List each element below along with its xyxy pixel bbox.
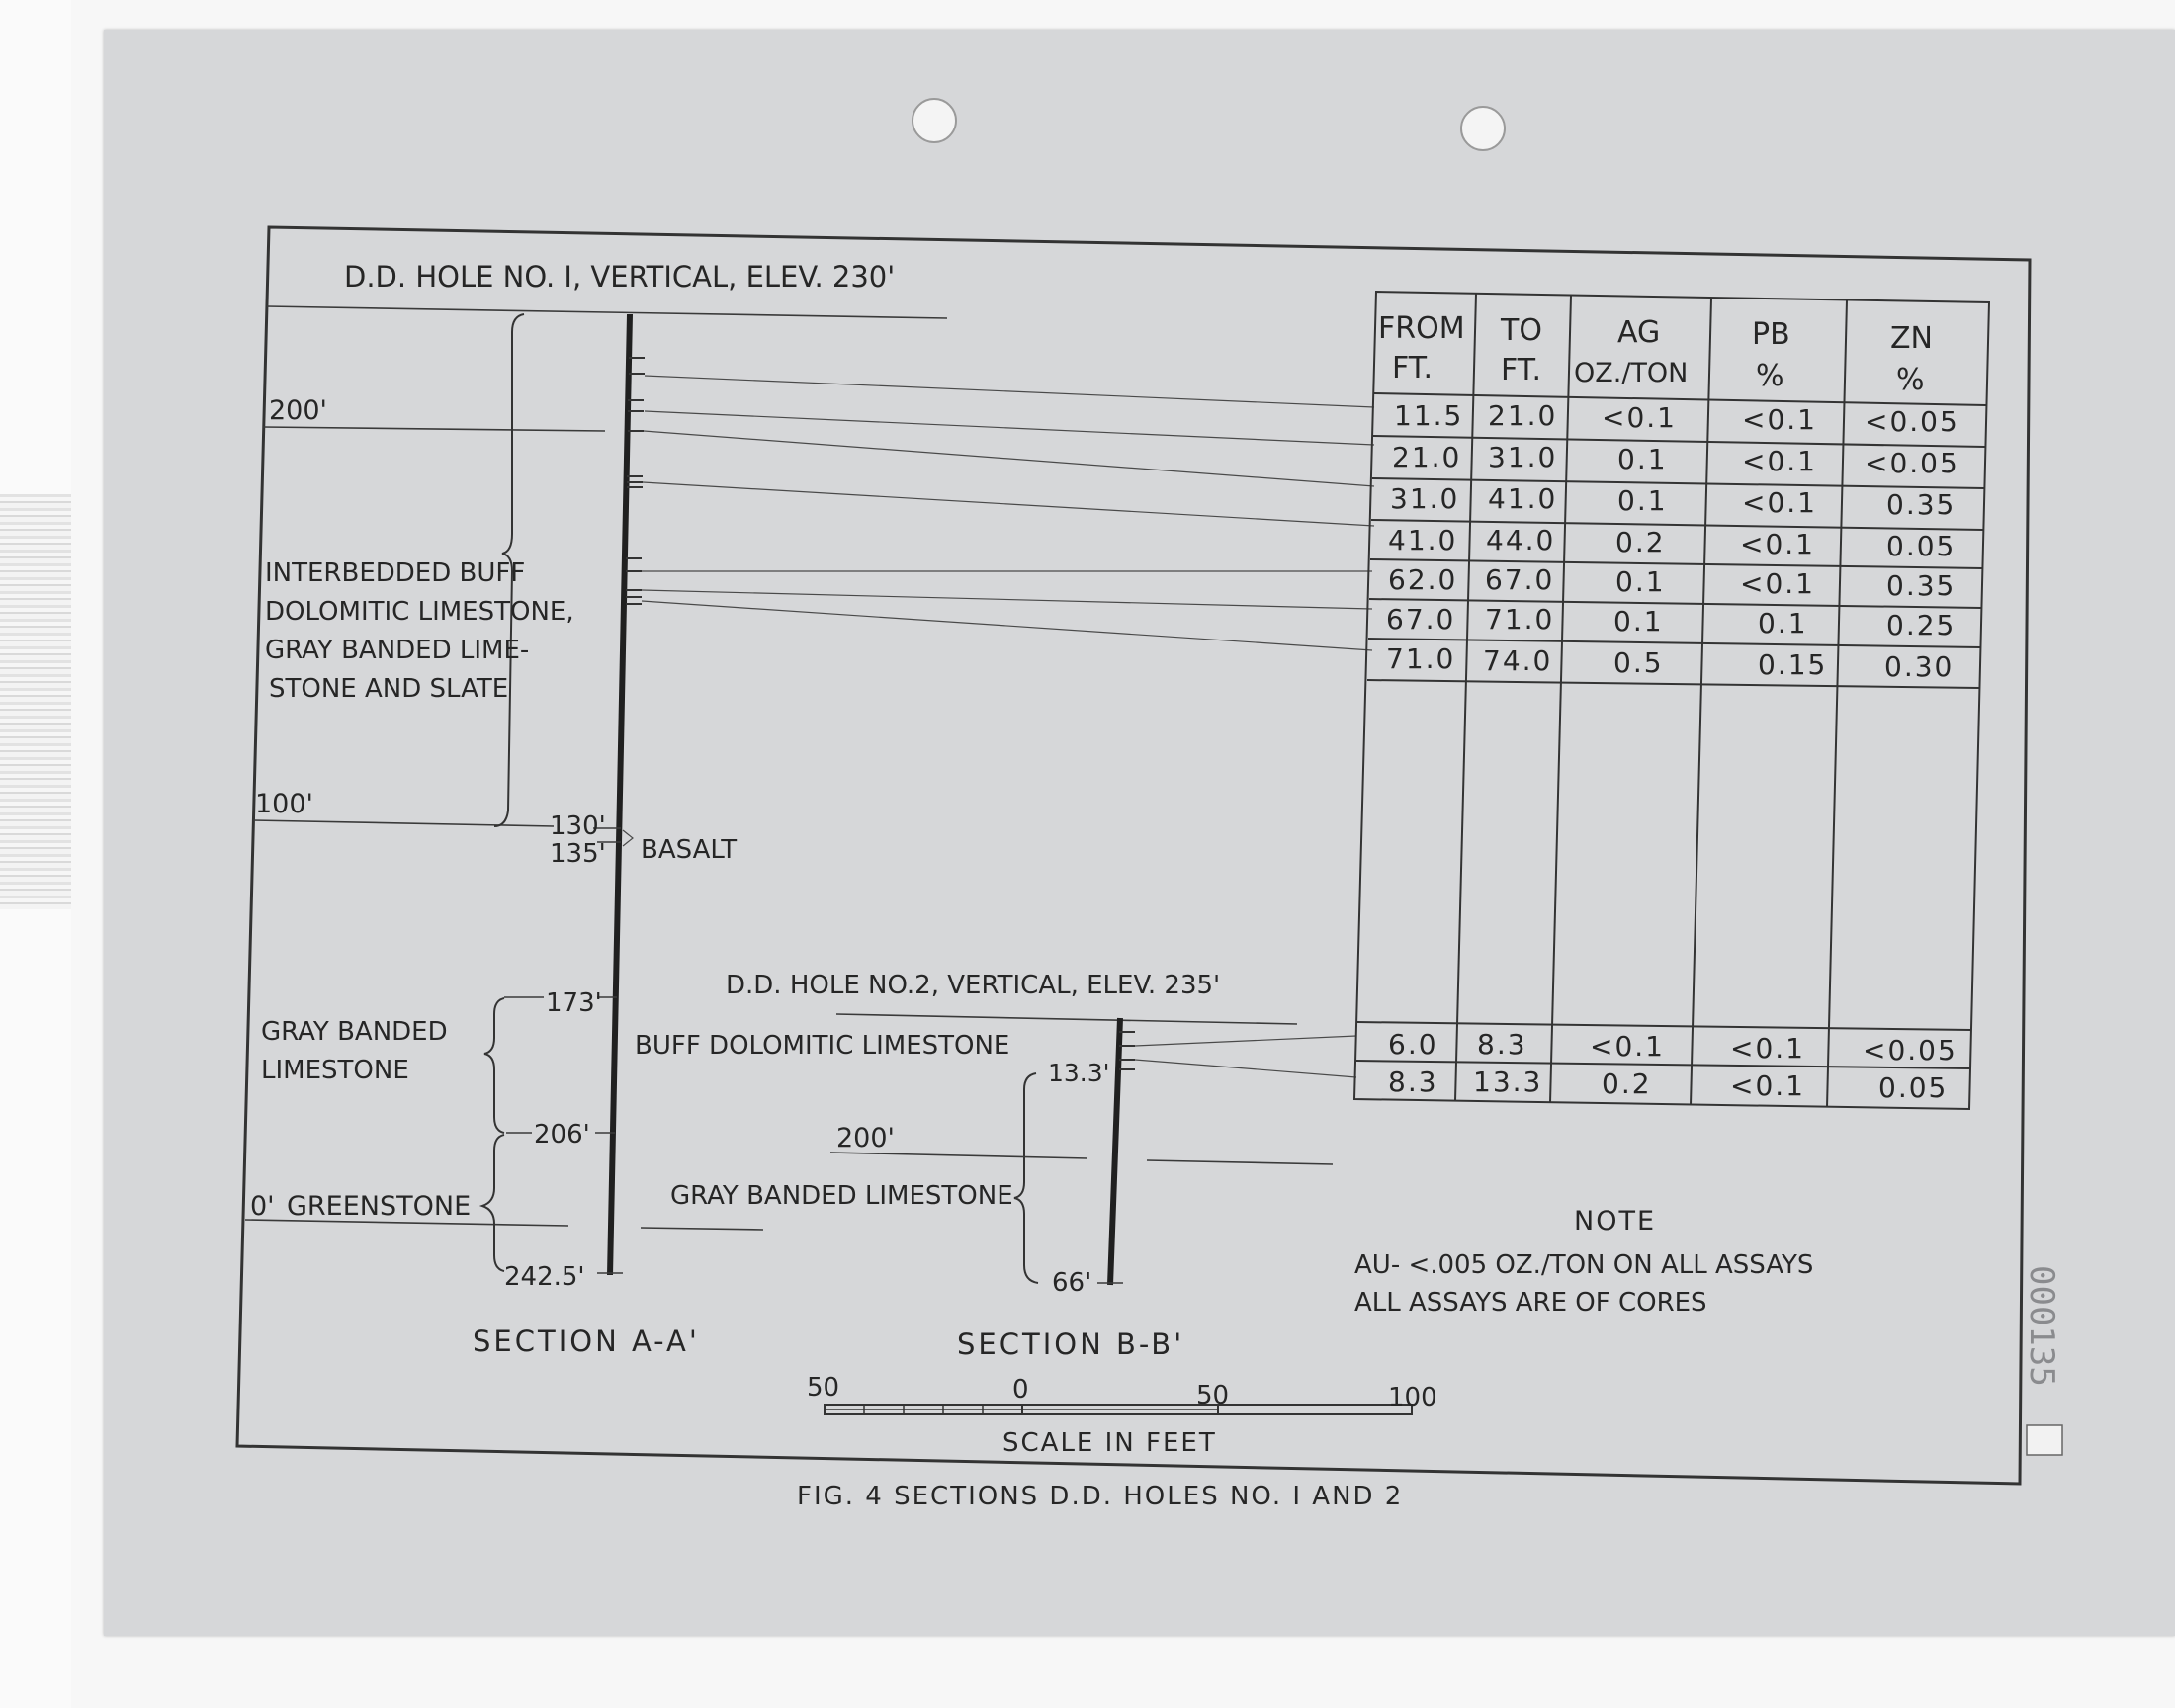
scale-tick-100: 100 [1388, 1383, 1437, 1412]
header-pb: PB [1752, 317, 1790, 352]
gray-banded-b-line [641, 1228, 763, 1230]
elev-200-label-a: 200' [269, 395, 327, 426]
scale-label: SCALE IN FEET [1002, 1428, 1217, 1458]
hole1-title: D.D. HOLE NO. I, VERTICAL, ELEV. 230' [344, 260, 896, 294]
header-pb-unit: % [1756, 359, 1784, 393]
buff-dolomitic-label: BUFF DOLOMITIC LIMESTONE [635, 1031, 1010, 1061]
cell: 0.25 [1886, 609, 1957, 641]
cell: 31.0 [1488, 441, 1558, 473]
interbedded-line-2: DOLOMITIC LIMESTONE, [265, 597, 574, 627]
cell: <0.1 [1730, 1069, 1805, 1102]
basalt-label: BASALT [641, 835, 738, 865]
cell: 0.35 [1886, 569, 1957, 602]
cell: 0.35 [1886, 488, 1957, 521]
brace-gray-banded-b [1014, 1073, 1038, 1283]
cell: 0.1 [1613, 605, 1664, 638]
cell: <0.05 [1865, 447, 1959, 479]
cell: 0.5 [1613, 646, 1664, 679]
cell: 62.0 [1388, 563, 1458, 596]
gray-banded-a-line-2: LIMESTONE [261, 1056, 409, 1085]
figure-caption: FIG. 4 SECTIONS D.D. HOLES NO. I AND 2 [797, 1482, 1404, 1511]
cell: 67.0 [1386, 603, 1456, 636]
section-a-caption: SECTION A-A' [473, 1324, 700, 1358]
header-ag-unit: OZ./TON [1574, 358, 1689, 388]
header-from-unit: FT. [1392, 351, 1434, 385]
cell: 21.0 [1392, 441, 1462, 473]
cell: 0.2 [1615, 526, 1666, 558]
interbedded-line-4: STONE AND SLATE [269, 674, 509, 704]
cell: <0.1 [1740, 528, 1815, 560]
gray-banded-b-label: GRAY BANDED LIMESTONE [670, 1181, 1013, 1211]
table-row [1392, 441, 1959, 479]
cell: 8.3 [1477, 1028, 1527, 1061]
cell: 71.0 [1386, 642, 1456, 675]
scale-bar [825, 1405, 1412, 1414]
cell: 67.0 [1485, 563, 1555, 596]
cell: 0.1 [1758, 607, 1808, 640]
table-row [1388, 1066, 1948, 1104]
depth-206-label: 206' [534, 1120, 590, 1150]
cell: <0.1 [1742, 445, 1817, 477]
punch-hole-right [1461, 107, 1505, 150]
table-row [1394, 399, 1959, 438]
drill-hole-2 [1110, 1018, 1120, 1285]
note-line-2: ALL ASSAYS ARE OF CORES [1354, 1288, 1707, 1318]
cell: <0.05 [1865, 405, 1959, 438]
elev-200-label-b: 200' [836, 1123, 895, 1153]
stamp-box [2027, 1425, 2062, 1455]
elev-200-line-a [263, 427, 605, 431]
cell: <0.1 [1602, 401, 1677, 434]
basalt-bracket [623, 830, 633, 846]
depth-13-label: 13.3' [1048, 1059, 1110, 1087]
brace-greenstone [482, 1135, 504, 1271]
header-ag: AG [1617, 315, 1661, 350]
cell: 0.1 [1617, 484, 1668, 517]
cell: 11.5 [1394, 399, 1464, 432]
note-title: NOTE [1574, 1206, 1657, 1237]
gray-banded-a-line-1: GRAY BANDED [261, 1017, 448, 1047]
cell: 0.05 [1886, 530, 1957, 562]
cell: 41.0 [1488, 482, 1558, 515]
assay-rows-hole-2 [1388, 1028, 1958, 1104]
cell: <0.1 [1742, 403, 1817, 436]
cell: 31.0 [1390, 482, 1460, 515]
table-row [1388, 563, 1956, 602]
cell: <0.05 [1863, 1034, 1958, 1067]
cell: 8.3 [1388, 1066, 1438, 1098]
header-zn: ZN [1890, 321, 1933, 356]
depth-total-b-label: 66' [1052, 1268, 1092, 1298]
cell: <0.1 [1740, 567, 1815, 600]
depth-135-label: 135' [550, 839, 606, 869]
hole1-collar-line [267, 306, 947, 318]
hole2-title: D.D. HOLE NO.2, VERTICAL, ELEV. 235' [726, 971, 1221, 1000]
hole2-collar-line [836, 1014, 1297, 1024]
cell: 41.0 [1388, 524, 1458, 556]
depth-173-label: 173' [546, 988, 602, 1018]
cell: 0.2 [1602, 1068, 1652, 1100]
cell: 71.0 [1485, 603, 1555, 636]
cell: 6.0 [1388, 1028, 1438, 1061]
elev-100-line-a [253, 820, 554, 826]
header-to: TO [1501, 313, 1542, 348]
depth-130-label: 130' [550, 811, 606, 841]
sample-leaders-hole-2 [1135, 1036, 1356, 1077]
brace-gray-banded-a [484, 998, 504, 1133]
elev-100-label-a: 100' [255, 789, 313, 819]
interbedded-line-1: INTERBEDDED BUFF [265, 558, 526, 588]
header-to-unit: FT. [1501, 353, 1542, 387]
cell: <0.1 [1730, 1032, 1805, 1065]
depth-total-a-label: 242.5' [504, 1262, 585, 1292]
table-row [1386, 642, 1954, 683]
cell: <0.1 [1742, 486, 1817, 519]
cell: 74.0 [1483, 644, 1553, 677]
scale-tick-0: 0 [1012, 1375, 1029, 1405]
cell: 0.1 [1615, 565, 1666, 598]
assay-table-headers [1378, 311, 1933, 397]
greenstone-label: GREENSTONE [287, 1191, 472, 1222]
cell: 0.30 [1884, 650, 1955, 683]
punch-hole-left [913, 99, 956, 142]
note-line-1: AU- <.005 OZ./TON ON ALL ASSAYS [1354, 1250, 1814, 1280]
table-row [1390, 482, 1956, 521]
header-from: FROM [1378, 311, 1465, 346]
header-zn-unit: % [1896, 363, 1925, 397]
interbedded-line-3: GRAY BANDED LIME- [265, 636, 530, 665]
cell: <0.1 [1590, 1030, 1665, 1063]
cell: 44.0 [1486, 524, 1556, 556]
elev-0-label-a: 0' [250, 1191, 275, 1222]
cell: 13.3 [1473, 1066, 1543, 1098]
cell: 0.05 [1878, 1071, 1949, 1104]
table-row [1388, 1028, 1958, 1067]
section-b-caption: SECTION B-B' [957, 1327, 1185, 1361]
cell: 0.1 [1617, 443, 1668, 475]
drill-hole-1 [610, 314, 630, 1275]
table-row [1388, 524, 1956, 562]
sample-leaders-hole-1 [642, 376, 1374, 650]
elev-200-line-b-right [1147, 1160, 1333, 1164]
archive-stamp: 000135 [2022, 1265, 2061, 1387]
table-row [1386, 603, 1956, 641]
cell: 0.15 [1758, 648, 1828, 681]
scale-tick-50-right: 50 [1196, 1381, 1230, 1410]
scale-tick-50-left: 50 [807, 1373, 840, 1403]
cell: 21.0 [1488, 399, 1558, 432]
